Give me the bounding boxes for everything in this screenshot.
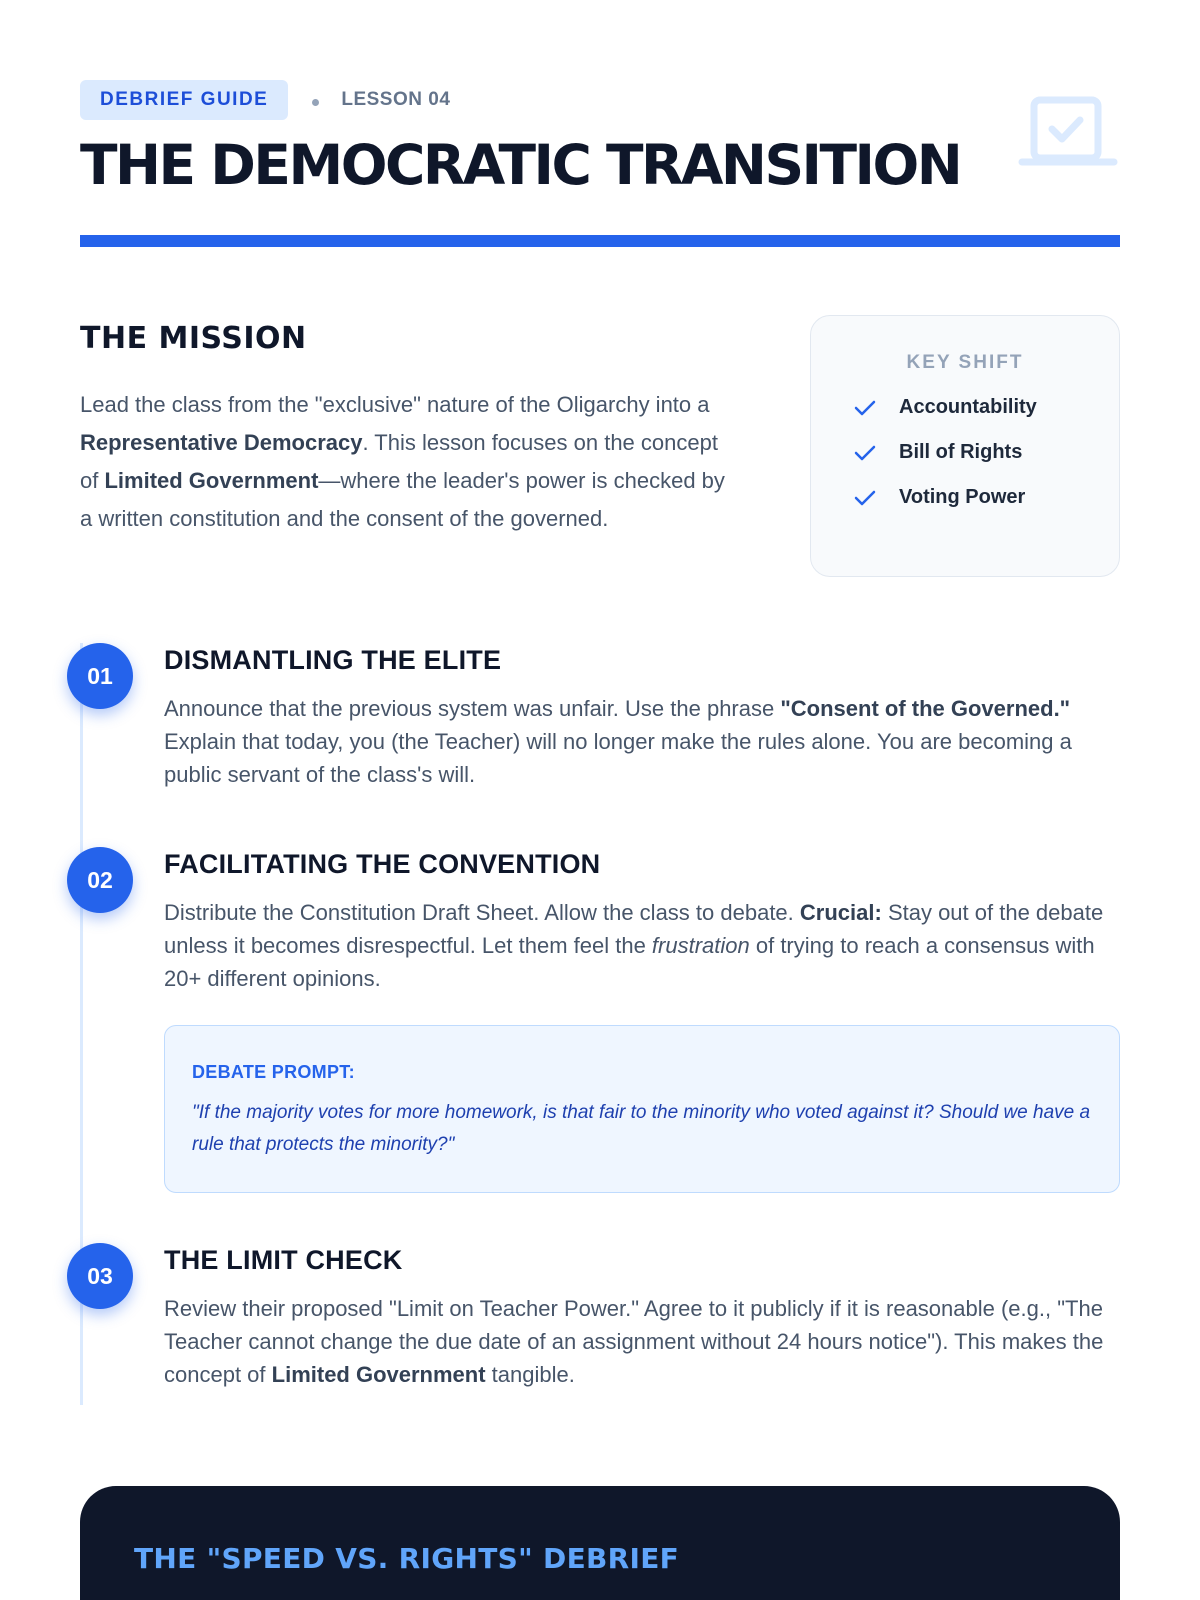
mission-section [80,315,1120,577]
step-body: Announce that the previous system was unfair. Use the phrase "Consent of the Governed." Explain that today, you (the Teacher) will no longer make the rules alone. You are becoming a public servant of the class's will. [164,696,1072,788]
step-body: Distribute the Constitution Draft Sheet. Allow the class to debate. Crucial: Stay out of the debate unless it becomes disrespectful. Let them feel the frustration of trying to reach a consensus with 20+ different opinions. [164,900,1104,992]
mission-content [80,315,740,577]
step-number-badge: 03 [67,1243,133,1309]
ballot-box-icon [1018,96,1118,168]
key-shift-item [853,396,1119,419]
key-shift-label: Voting Power [899,486,1026,509]
title-rule [80,235,1120,247]
check-icon [853,398,877,418]
step-number-badge: 02 [67,847,133,913]
step-body: Review their proposed "Limit on Teacher Power." Agree to it publicly if it is reasonable (e.g., "The Teacher cannot change the due date of an assignment without 24 hours notice"). This makes the concept of Limited Government tangible. [164,1296,1104,1388]
page-title: THE DEMOCRATIC TRANSITION [80,133,961,197]
mission-heading: THE MISSION [80,321,307,357]
key-shift-item [853,486,1119,509]
emphasis-frustration: frustration [651,933,750,959]
key-shift-title: KEY SHIFT [906,352,1024,374]
debrief-title: THE "SPEED VS. RIGHTS" DEBRIEF [134,1542,680,1575]
step-title: FACILITATING THE CONVENTION [164,849,601,880]
guide-tag: DEBRIEF GUIDE [80,80,288,120]
key-shift-label: Accountability [899,396,1037,419]
key-shift-label: Bill of Rights [899,441,1023,464]
debate-prompt-label: DEBATE PROMPT: [192,1062,355,1083]
step-number-badge: 01 [67,643,133,709]
key-shift-item [853,441,1119,464]
step-2 [80,847,1120,1193]
mission-text: Lead the class from the "exclusive" nature of the Oligarchy into a Representative Democracy. This lesson focuses on the concept of Limited Government—where the leader's power is checked by a written constitution and the consent of the governed. [80,392,725,532]
emphasis-crucial: Crucial: [799,900,882,926]
step-title: THE LIMIT CHECK [164,1245,403,1276]
header-meta [80,80,1120,120]
emphasis-consent: "Consent of the Governed." [780,696,1071,722]
step-1 [80,643,1120,791]
debrief-panel [80,1486,1120,1600]
check-icon [853,488,877,508]
debate-prompt-box [164,1025,1120,1193]
step-3 [80,1243,1120,1391]
emphasis-representative-democracy: Representative Democracy [80,430,363,456]
debate-prompt-text: "If the majority votes for more homework, is that fair to the minority who voted against it? Should we have a rule that protects the minority?" [192,1102,1091,1156]
emphasis-limited-government: Limited Government [271,1362,486,1388]
check-icon [853,443,877,463]
lesson-number: LESSON 04 [341,89,451,110]
steps-timeline [80,643,1120,1391]
step-title: DISMANTLING THE ELITE [164,645,502,676]
separator-dot [312,99,319,106]
emphasis-limited-government: Limited Government [104,468,319,494]
key-shift-card [810,315,1120,577]
